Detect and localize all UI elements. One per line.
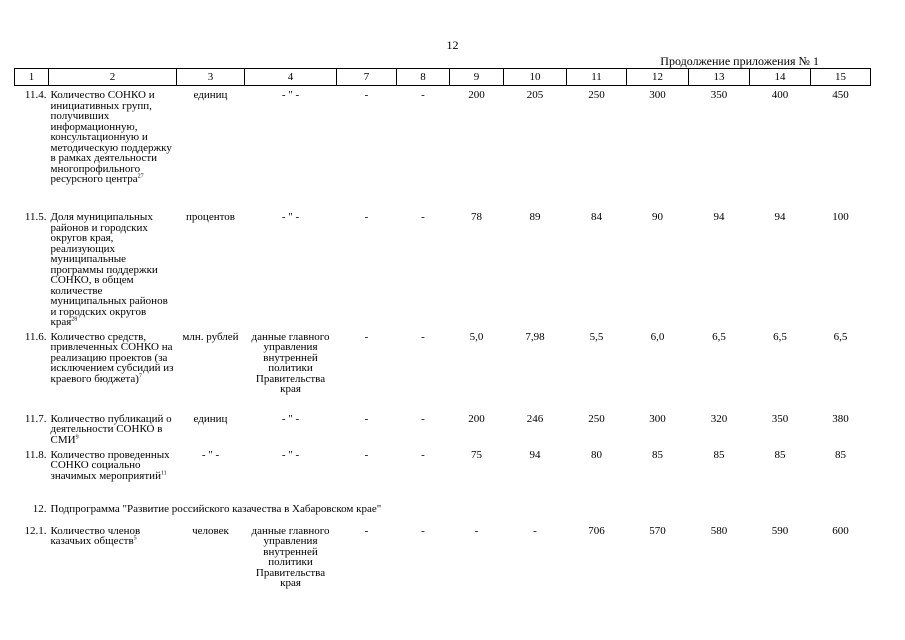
unit-cell: единиц xyxy=(193,89,228,101)
value-cell: 600 xyxy=(832,524,849,537)
value-cell: 6,5 xyxy=(712,330,726,343)
table-row xyxy=(15,522,871,590)
header-row xyxy=(15,69,871,86)
column-header: 12 xyxy=(627,69,689,86)
row-number: 11.7. xyxy=(24,412,47,425)
value-cell: - xyxy=(364,448,369,461)
subprogram-title: Подпрограмма "Развитие российского казачества в Хабаровском крае" xyxy=(50,502,382,515)
value-cell: 94 xyxy=(713,211,725,223)
source-cell: - " - xyxy=(281,412,300,425)
unit-cell: человек xyxy=(192,524,229,537)
value-cell: 85 xyxy=(774,448,786,461)
value-cell: 85 xyxy=(652,448,663,461)
indicator-name: Количество членов казачьих обществ$^5$ xyxy=(50,524,141,547)
value-cell: 5,5 xyxy=(589,330,604,343)
row-number: 12.1. xyxy=(24,524,47,537)
table-row xyxy=(15,410,871,446)
column-header: 3 xyxy=(177,69,245,86)
column-header: 13 xyxy=(689,69,750,86)
value-cell: 380 xyxy=(832,412,849,425)
value-cell: 246 xyxy=(526,412,544,425)
value-cell: 570 xyxy=(649,524,666,537)
source-cell: - " - xyxy=(281,211,300,223)
row-number: 11.8. xyxy=(24,448,47,461)
table-row xyxy=(15,86,871,209)
value-cell: 85 xyxy=(835,448,846,461)
value-cell: 7,98 xyxy=(525,330,545,343)
value-cell: - xyxy=(421,89,425,101)
source-cell: - " - xyxy=(281,448,300,461)
value-cell: - xyxy=(421,211,425,223)
table-row xyxy=(15,208,871,328)
indicator-name: Доля муниципальных районов и городских округов края, реализующих муниципальные программы поддержки СОНКО, в общем количестве муниципальных районов и городских округов края$^{28}$ xyxy=(50,211,168,328)
value-cell: 250 xyxy=(588,412,605,425)
subprogram-row xyxy=(15,500,871,522)
value-cell: 5,0 xyxy=(469,330,484,343)
value-cell: 6,5 xyxy=(833,330,848,343)
column-header: 7 xyxy=(337,69,397,86)
value-cell: - xyxy=(364,330,369,343)
value-cell: - xyxy=(421,330,425,343)
value-cell: - xyxy=(421,412,425,425)
value-cell: 6,0 xyxy=(650,330,665,343)
indicators-table xyxy=(14,68,871,590)
unit-cell: единиц xyxy=(193,412,228,425)
value-cell: 300 xyxy=(649,412,666,425)
value-cell: 450 xyxy=(832,89,849,101)
value-cell: 100 xyxy=(832,211,849,223)
indicator-name: Количество проведенных СОНКО социально значимых мероприятий$^{11}$ xyxy=(50,448,170,482)
column-header: 15 xyxy=(811,69,871,86)
value-cell: - xyxy=(364,211,369,223)
indicator-name: Количество СОНКО и инициативных групп, получивших информационную, консультационную и методическую поддержку в рамках деятельности многопрофильного ресурсного центра$^{27}$ xyxy=(50,89,172,185)
column-header: 8 xyxy=(397,69,450,86)
column-header: 14 xyxy=(750,69,811,86)
value-cell: 350 xyxy=(771,412,789,425)
value-cell: 94 xyxy=(529,448,541,461)
value-cell: 200 xyxy=(468,412,485,425)
value-cell: 85 xyxy=(713,448,725,461)
row-number: 11.4. xyxy=(24,89,47,101)
source-cell: данные главного управления внутренней политики Правительства края xyxy=(251,524,330,589)
column-header: 1 xyxy=(15,69,49,86)
source-cell: данные главного управления внутренней политики Правительства края xyxy=(251,330,330,395)
value-cell: 580 xyxy=(710,524,728,537)
value-cell: - xyxy=(474,524,479,537)
column-header: 11 xyxy=(567,69,627,86)
value-cell: 706 xyxy=(588,524,605,537)
column-header: 9 xyxy=(450,69,504,86)
value-cell: 84 xyxy=(591,211,602,223)
column-header: 2 xyxy=(49,69,177,86)
source-cell: - " - xyxy=(281,89,300,101)
value-cell: 94 xyxy=(774,211,786,223)
value-cell: 250 xyxy=(588,89,605,101)
value-cell: 78 xyxy=(471,211,482,223)
table-row xyxy=(15,446,871,500)
value-cell: 90 xyxy=(652,211,663,223)
value-cell: 205 xyxy=(526,89,544,101)
row-number: 12. xyxy=(32,502,47,515)
column-header: 4 xyxy=(245,69,337,86)
value-cell: - xyxy=(364,412,369,425)
value-cell: - xyxy=(421,524,425,537)
value-cell: 400 xyxy=(771,89,789,101)
continuation-label: Продолжение приложения № 1 xyxy=(660,54,819,68)
unit-cell: млн. рублей xyxy=(182,330,239,343)
indicator-name: Количество публикаций о деятельности СОНКО в СМИ$^9$ xyxy=(50,412,172,446)
value-cell: 6,5 xyxy=(773,330,787,343)
value-cell: 89 xyxy=(529,211,541,223)
value-cell: - xyxy=(364,89,369,101)
page-number: 12 xyxy=(446,38,459,52)
row-number: 11.6. xyxy=(24,330,47,343)
value-cell: 590 xyxy=(771,524,789,537)
value-cell: - xyxy=(533,524,537,537)
unit-cell: - " - xyxy=(201,448,220,461)
column-header: 10 xyxy=(504,69,567,86)
value-cell: - xyxy=(421,448,425,461)
value-cell: - xyxy=(364,524,369,537)
row-number: 11.5. xyxy=(24,211,47,223)
value-cell: 320 xyxy=(710,412,728,425)
unit-cell: процентов xyxy=(186,211,235,223)
value-cell: 200 xyxy=(468,89,485,101)
value-cell: 350 xyxy=(710,89,728,101)
value-cell: 75 xyxy=(471,448,482,461)
value-cell: 300 xyxy=(649,89,666,101)
indicator-name: Количество средств, привлеченных СОНКО на реализацию проектов (за исключением субсидий из краевого бюджета)$^7$ xyxy=(50,330,174,385)
table-row xyxy=(15,328,871,410)
value-cell: 80 xyxy=(591,448,602,461)
